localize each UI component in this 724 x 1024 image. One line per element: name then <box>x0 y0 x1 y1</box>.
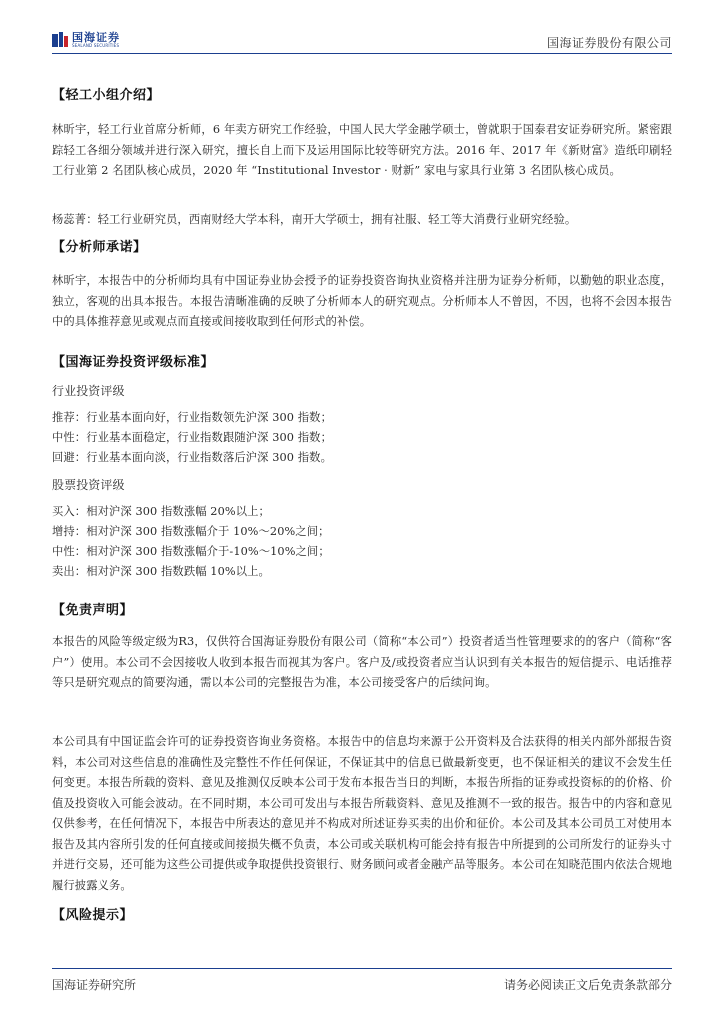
disclaimer-section-title: 【免责声明】 <box>52 603 134 618</box>
disclaimer-paragraph-2: 本公司具有中国证监会许可的证券投资咨询业务资格。本报告中的信息均来源于公开资料及合法获得的相关内部外部报告资料，本公司对这些信息的准确性及完整性不作任何保证，不保证其中的信息已做最新变更，也不保证相关的建议不会发生任何变更。本报告所载的资料、意见及推测仅反映本公司于发布本报告当日的判断，本报告所指的证券或投资标的的价格、价值及投资收入可能会波动。在不同时期，本公司可发出与本报告所载资料、意见及推测不一致的报告。报告中的内容和意见仅供参考，在任何情况下，本报告中所表达的意见并不构成对所述证券买卖的出价和征价。本公司及其本公司员工对使用本报告及其内容所引发的任何直接或间接损失概不负责，本公司或关联机构可能会持有报告中所提到的公司所发行的证券头寸并进行交易，还可能为这些公司提供或争取提供投资银行、财务顾问或者金融产品等服务。本公司在知晓范围内依法合规地履行披露义务。 <box>52 735 672 892</box>
stock-rating-item: 卖出：相对沪深 300 指数跌幅 10%以上。 <box>52 565 270 578</box>
risk-section-title: 【风险提示】 <box>52 908 134 923</box>
industry-rating-item: 中性：行业基本面稳定，行业指数跟随沪深 300 指数； <box>52 431 332 444</box>
team-section-title: 【轻工小组介绍】 <box>52 88 161 103</box>
logo-icon <box>52 32 68 48</box>
stock-rating-item: 中性：相对沪深 300 指数涨幅介于-10%～10%之间； <box>52 545 330 558</box>
stock-rating-item: 买入：相对沪深 300 指数涨幅 20%以上； <box>52 505 270 518</box>
header-divider <box>52 53 672 54</box>
logo-name: 国海证券 <box>72 31 120 44</box>
commitment-text: 林昕宇，本报告中的分析师均具有中国证券业协会授予的证券投资咨询执业资格并注册为证券分析师，以勤勉的职业态度，独立，客观的出具本报告。本报告清晰准确的反映了分析师本人的研究观点。分析师本人不曾因，不因，也将不会因本报告中的具体推荐意见或观点而直接或间接收取到任何形式的补偿。 <box>52 274 672 328</box>
industry-rating-title: 行业投资评级 <box>52 384 125 398</box>
disclaimer-paragraph-1: 本报告的风险等级定级为R3，仅供符合国海证券股份有限公司（简称“本公司”）投资者适当性管理要求的的客户（简称“客户”）使用。本公司不会因接收人收到本报告而视其为客户。客户及/或投资者应当认识到有关本报告的短信提示、电话推荐等只是研究观点的简要沟通，需以本公司的完整报告为准，本公司接受客户的后续问询。 <box>52 635 672 689</box>
footer-institute: 国海证券研究所 <box>52 978 137 992</box>
header-company-name: 国海证券股份有限公司 <box>546 36 672 50</box>
stock-rating-title: 股票投资评级 <box>52 478 125 492</box>
team-member-2: 杨蕊菁：轻工行业研究员，西南财经大学本科，南开大学硕士，拥有社服、轻工等大消费行业研究经验。 <box>52 213 577 226</box>
industry-rating-item: 推荐：行业基本面向好，行业指数领先沪深 300 指数； <box>52 411 332 424</box>
logo-english-name: SEALAND SECURITIES <box>72 43 120 48</box>
footer-notice: 请务必阅读正文后免责条款部分 <box>503 978 672 992</box>
stock-rating-item: 增持：相对沪深 300 指数涨幅介于 10%～20%之间； <box>52 525 330 538</box>
page-header <box>0 0 724 58</box>
team-member-1: 林昕宇，轻工行业首席分析师，6 年卖方研究工作经验，中国人民大学金融学硕士，曾就职于国泰君安证券研究所。紧密跟踪轻工各细分领域并进行深入研究，擅长自上而下及运用国际比较等研究方法。2016 年、2017 年《新财富》造纸印刷轻工行业第 2 名团队核心成员，2020 年 “Institutional Investor · 财新” 家电与家具行业第 3 名团队核心成员。 <box>52 123 672 177</box>
company-logo <box>52 32 120 48</box>
industry-rating-item: 回避：行业基本面向淡，行业指数落后沪深 300 指数。 <box>52 451 332 464</box>
commitment-section-title: 【分析师承诺】 <box>52 240 147 255</box>
footer-divider <box>52 968 672 969</box>
rating-section-title: 【国海证券投资评级标准】 <box>52 355 215 370</box>
